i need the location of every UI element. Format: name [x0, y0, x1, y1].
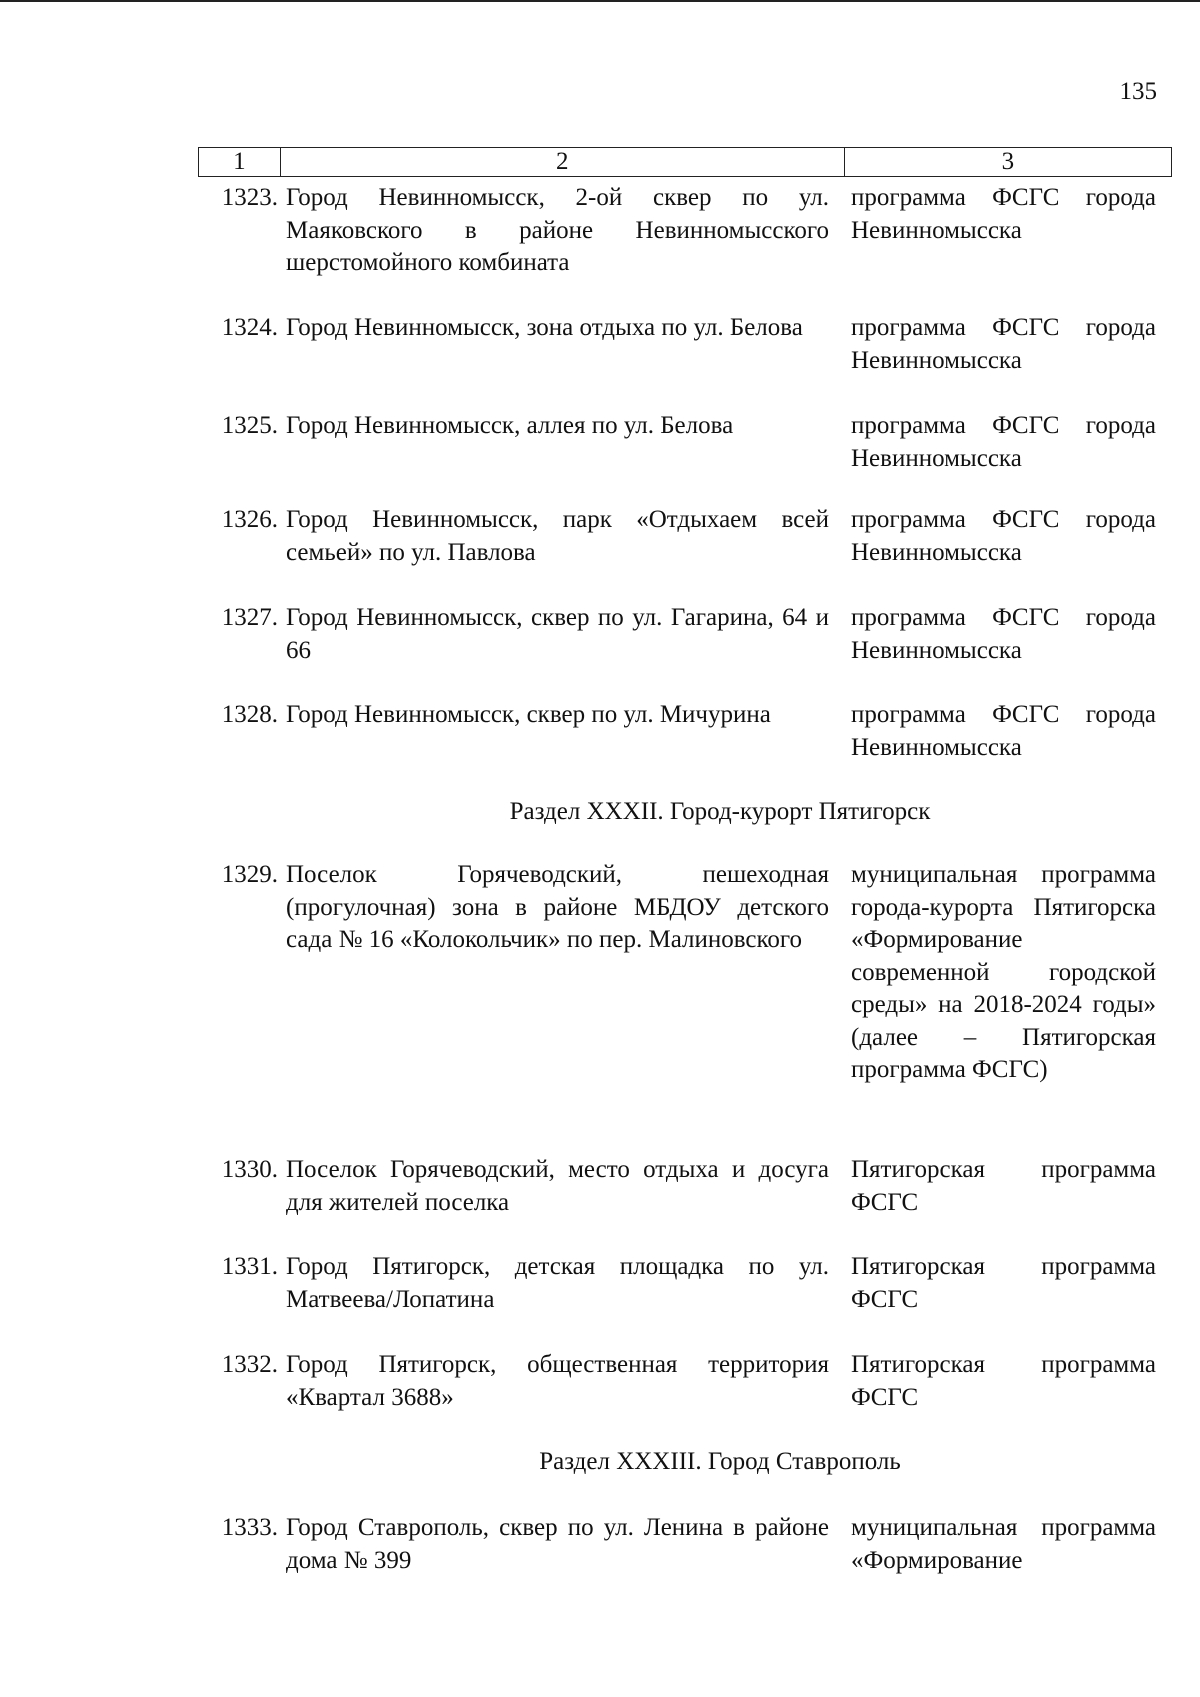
header-col-2: 2	[281, 148, 845, 176]
section-heading: Раздел XXXIII. Город Ставрополь	[539, 1448, 901, 1475]
row-number: 1328.	[221, 701, 278, 728]
row-program: программа ФСГС города Невинномысска	[851, 184, 1156, 244]
row-program: муниципальная программа «Формирование	[851, 1514, 1156, 1574]
row-location: Поселок Горячеводский, пешеходная (прогулочная) зона в районе МБДОУ детского сада № 16 «Колокольчик» по пер. Малиновского	[286, 861, 829, 953]
row-location: Поселок Горячеводский, место отдыха и досуга для жителей поселка	[286, 1156, 829, 1216]
row-location: Город Ставрополь, сквер по ул. Ленина в районе дома № 399	[286, 1514, 829, 1574]
row-number: 1323.	[221, 184, 278, 211]
page-number: 135	[1119, 78, 1157, 105]
row-location: Город Невинномысск, зона отдыха по ул. Белова	[286, 314, 803, 341]
row-location: Город Невинномысск, парк «Отдыхаем всей семьей» по ул. Павлова	[286, 506, 829, 566]
row-location: Город Невинномысск, сквер по ул. Мичурина	[286, 701, 771, 728]
row-location: Город Невинномысск, 2-ой сквер по ул. Маяковского в районе Невинномысского шерстомойного комбината	[286, 184, 829, 276]
row-location: Город Невинномысск, сквер по ул. Гагарина, 64 и 66	[286, 604, 829, 664]
row-number: 1329.	[221, 861, 278, 888]
row-location: Город Пятигорск, детская площадка по ул. Матвеева/Лопатина	[286, 1253, 829, 1313]
row-program: Пятигорская программа ФСГС	[851, 1253, 1156, 1313]
row-program: программа ФСГС города Невинномысска	[851, 604, 1156, 664]
row-program: программа ФСГС города Невинномысска	[851, 701, 1156, 761]
row-location: Город Невинномысск, аллея по ул. Белова	[286, 412, 734, 439]
top-rule	[0, 0, 1200, 2]
row-program: программа ФСГС города Невинномысска	[851, 412, 1156, 472]
row-number: 1324.	[221, 314, 278, 341]
header-col-3: 3	[1001, 148, 1015, 175]
row-number: 1331.	[221, 1253, 278, 1280]
row-program: Пятигорская программа ФСГС	[851, 1156, 1156, 1216]
row-number: 1325.	[221, 412, 278, 439]
table-header	[198, 147, 1172, 177]
row-program: программа ФСГС города Невинномысска	[851, 506, 1156, 566]
row-program: муниципальная программа города-курорта Пятигорска «Формирование современной городской среды» на 2018-2024 годы» (далее – Пятигорская программа ФСГС)	[851, 861, 1156, 1083]
row-location: Город Пятигорск, общественная территория «Квартал 3688»	[286, 1351, 829, 1411]
row-number: 1332.	[221, 1351, 278, 1378]
row-number: 1330.	[221, 1156, 278, 1183]
row-program: Пятигорская программа ФСГС	[851, 1351, 1156, 1411]
row-program: программа ФСГС города Невинномысска	[851, 314, 1156, 374]
row-number: 1333.	[221, 1514, 278, 1541]
row-number: 1326.	[221, 506, 278, 533]
row-number: 1327.	[221, 604, 278, 631]
header-col-1: 1	[199, 148, 281, 176]
section-heading: Раздел XXXII. Город-курорт Пятигорск	[509, 798, 931, 825]
